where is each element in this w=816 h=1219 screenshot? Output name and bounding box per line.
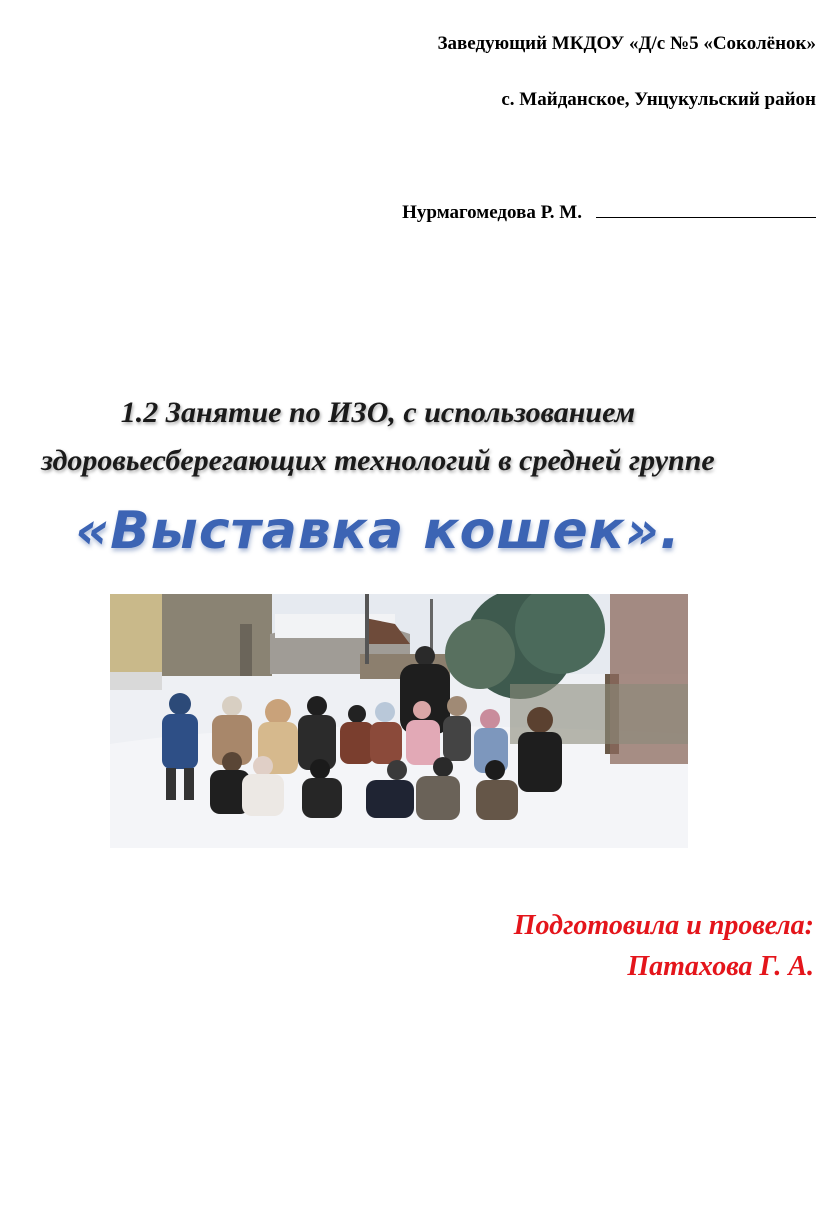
signature-line (596, 203, 816, 218)
credit-name: Патахова Г. А. (627, 951, 814, 982)
credit-label: Подготовила и провела: (513, 910, 814, 941)
header-signature-row (402, 203, 816, 222)
title-line-2: здоровьесберегающих технологий в средней группе (41, 444, 715, 477)
title-line-1: 1.2 Занятие по ИЗО, с использованием (120, 396, 636, 429)
header-location: с. Майданское, Унцукульский район (501, 89, 816, 110)
header-institution: Заведующий МКДОУ «Д/с №5 «Соколёнок» (437, 33, 816, 54)
title-subtitle: «Выставка кошек». (75, 501, 681, 561)
signature-name: Нурмагомедова Р. М. (402, 202, 582, 223)
group-photo (110, 594, 688, 848)
